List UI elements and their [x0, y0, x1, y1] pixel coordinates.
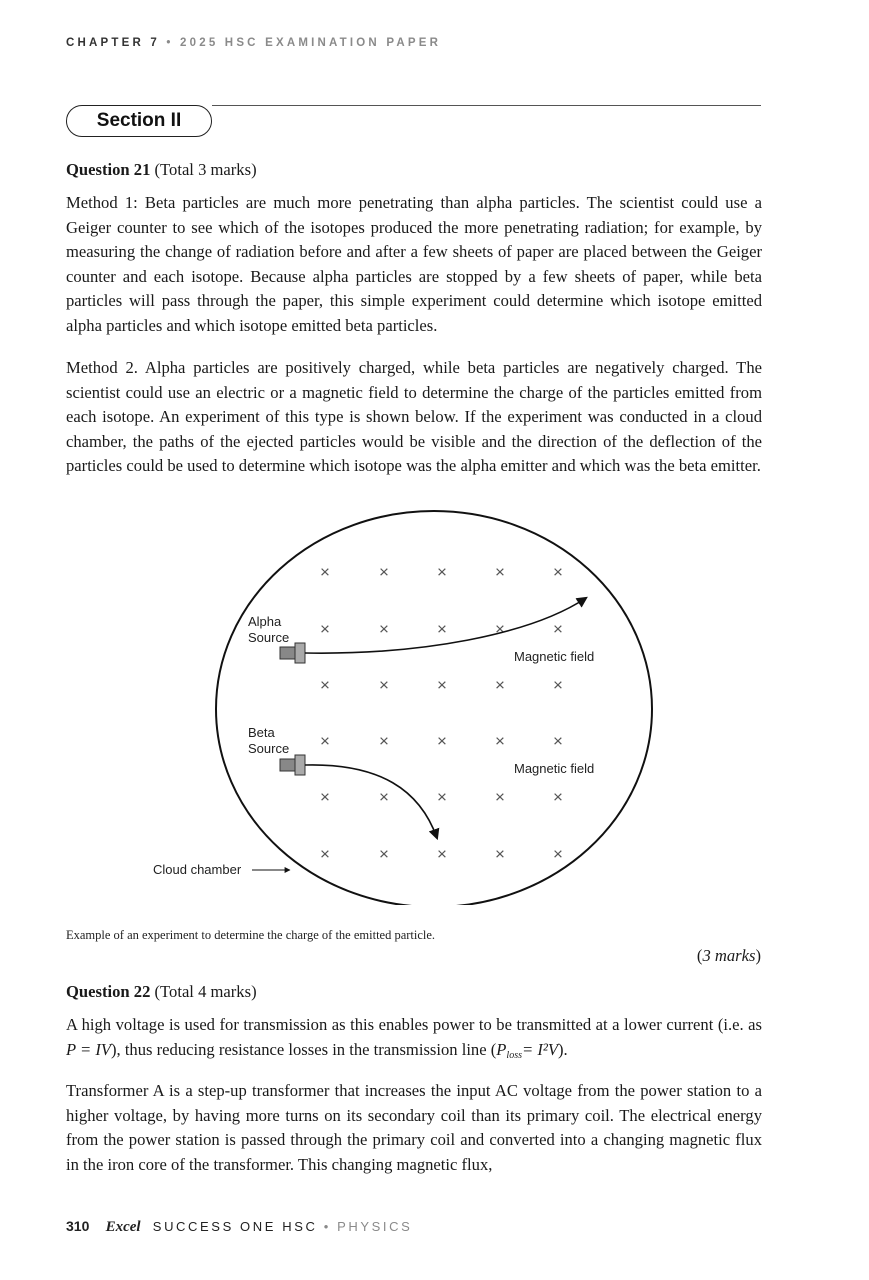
- field-cross: ×: [437, 787, 447, 807]
- field-cross: ×: [320, 619, 330, 639]
- header-bullet: •: [166, 37, 174, 49]
- field-cross: ×: [495, 731, 505, 751]
- alpha-source-body: [280, 647, 296, 659]
- q22-title: Question 22: [66, 982, 151, 1001]
- beta-source-nozzle: [295, 755, 305, 775]
- field-cross: ×: [553, 731, 563, 751]
- header-title: 2025 HSC EXAMINATION PAPER: [180, 37, 442, 49]
- field-cross: ×: [437, 731, 447, 751]
- field-cross: ×: [379, 562, 389, 582]
- field-cross: ×: [553, 675, 563, 695]
- page-footer: [66, 1218, 412, 1236]
- field-label-1: Magnetic field: [514, 649, 595, 664]
- q22-total: (Total 4 marks): [154, 982, 257, 1001]
- q22-paragraph-1: [66, 1013, 762, 1068]
- subject-name: PHYSICS: [337, 1219, 413, 1234]
- field-cross: ×: [437, 675, 447, 695]
- field-label-2: Magnetic field: [514, 761, 595, 776]
- alpha-source-nozzle: [295, 643, 305, 663]
- field-cross: ×: [379, 619, 389, 639]
- q22-p1-text-a: A high voltage is used for transmission as this enables power to be transmitted at a lower current (i.e. as: [66, 1015, 762, 1034]
- field-cross: ×: [553, 562, 563, 582]
- field-cross: ×: [495, 787, 505, 807]
- q21-method2: Method 2. Alpha particles are positively charged, while beta particles are negatively charged. The scientist could use an electric or a magnetic field to determine the charge of the particles emitted from each isotope. An experiment of this type is shown below. If the experiment was conducted in a cloud chamber, the paths of the ejected particles would be visible and the direction of the deflection of the particles could be used to determine which isotope was the alpha emitter and which was the beta emitter.: [66, 358, 762, 475]
- q22-paragraph-2: Transformer A is a step-up transformer that increases the input AC voltage from the power station to a higher voltage, by having more turns on its secondary coil than its primary coil. The electrical energy from the power station is passed through the primary coil and converted into a changing magnetic flux in the iron core of the transformer. This changing magnetic flux,: [66, 1081, 762, 1174]
- field-cross: ×: [495, 619, 505, 639]
- field-cross: ×: [553, 619, 563, 639]
- equation-ploss-rhs: = I²V: [521, 1039, 558, 1059]
- section-heading: Section II: [66, 105, 212, 137]
- field-cross: ×: [437, 562, 447, 582]
- q21-method1: Method 1: Beta particles are much more penetrating than alpha particles. The scientist could use a Geiger counter to see which of the isotopes produced the more penetrating radiation; for example, by measuring the change of radiation before and after a few sheets of paper are placed between the Geiger counter and each isotope. Because alpha particles are stopped by a few sheets of paper, while beta particles will pass through the paper, this simple experiment could determine which isotope emitted alpha particles and which isotope emitted beta particles.: [66, 193, 762, 335]
- q21-marks: (3 marks): [696, 946, 761, 965]
- chamber-label: Cloud chamber: [153, 862, 242, 877]
- field-cross: ×: [320, 787, 330, 807]
- footer-bullet: •: [323, 1219, 331, 1234]
- chamber-outline: [216, 511, 652, 905]
- field-cross: ×: [320, 731, 330, 751]
- equation-ploss-symbol: P: [496, 1039, 507, 1059]
- field-cross: ×: [320, 562, 330, 582]
- field-cross: ×: [379, 844, 389, 864]
- equation-power: P = IV: [66, 1039, 111, 1059]
- field-cross: ×: [379, 675, 389, 695]
- field-cross: ×: [495, 562, 505, 582]
- beta-source-body: [280, 759, 296, 771]
- figure-caption: Example of an experiment to determine the charge of the emitted particle.: [66, 928, 436, 942]
- cloud-chamber-diagram: [0, 505, 869, 905]
- beta-label-2: Source: [248, 741, 290, 756]
- field-cross: ×: [379, 731, 389, 751]
- magnetic-field-crosses: [320, 562, 563, 863]
- field-cross: ×: [495, 675, 505, 695]
- equation-ploss-subscript: loss: [506, 1049, 522, 1061]
- field-cross: ×: [379, 787, 389, 807]
- section-rule: [212, 105, 761, 106]
- q22-p1-text-b: ), thus reducing resistance losses in the transmission line (: [111, 1039, 497, 1059]
- beta-label-1: Beta: [248, 725, 275, 740]
- q21-title: Question 21: [66, 160, 151, 179]
- field-cross: ×: [553, 787, 563, 807]
- field-cross: ×: [495, 844, 505, 864]
- field-cross: ×: [553, 844, 563, 864]
- q21-total: (Total 3 marks): [154, 160, 257, 179]
- chapter-label: CHAPTER 7: [66, 37, 160, 49]
- brand-logo: Excel: [105, 1219, 141, 1235]
- field-cross: ×: [437, 619, 447, 639]
- q22-p1-text-c: ).: [557, 1039, 568, 1059]
- alpha-label-1: Alpha: [248, 614, 282, 629]
- field-cross: ×: [320, 675, 330, 695]
- page-number: 310: [66, 1218, 90, 1234]
- q21-marks-text: 3 marks: [702, 946, 756, 965]
- field-cross: ×: [437, 844, 447, 864]
- q21-heading: [66, 158, 762, 183]
- field-cross: ×: [320, 844, 330, 864]
- running-header: [66, 37, 441, 49]
- series-name: SUCCESS ONE HSC: [152, 1219, 318, 1234]
- alpha-label-2: Source: [248, 630, 290, 645]
- q22-heading: [66, 980, 762, 1005]
